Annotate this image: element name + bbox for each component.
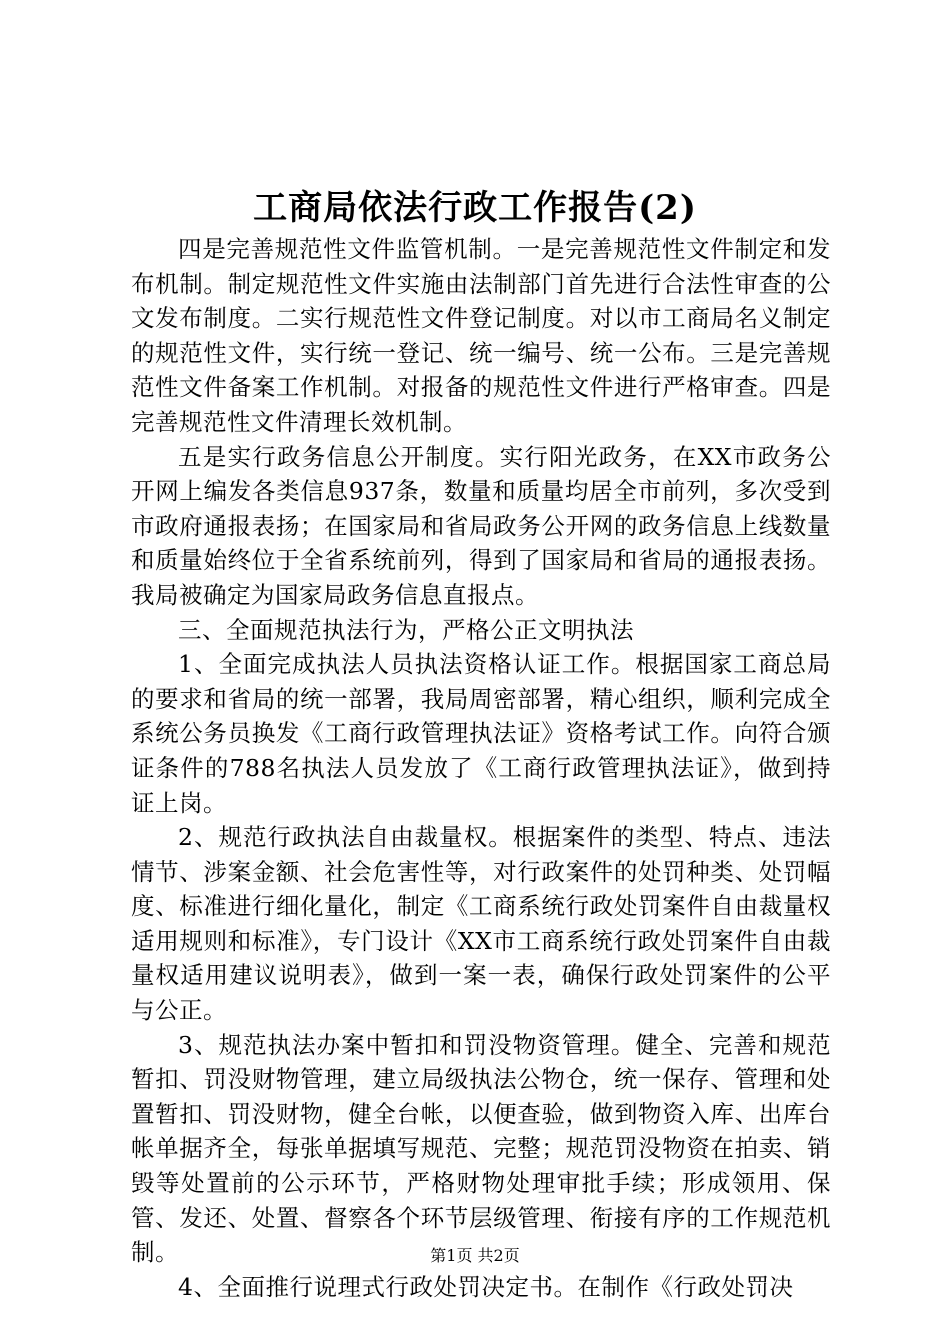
page-title: 工商局依法行政工作报告(2) (253, 188, 697, 228)
document-body (131, 232, 831, 1304)
paragraph: 四是完善规范性文件监管机制。一是完善规范性文件制定和发布机制。制定规范性文件实施由法制部门首先进行合法性审查的公文发布制度。二实行规范性文件登记制度。对以市工商局名义制定的规范性文件，实行统一登记、统一编号、统一公布。三是完善规范性文件备案工作机制。对报备的规范性文件进行严格审查。四是完善规范性文件清理长效机制。 (131, 235, 831, 436)
page-number-footer: 第1页 共2页 (430, 1246, 520, 1265)
paragraph: 4、全面推行说理式行政处罚决定书。在制作《行政处罚决 (178, 1272, 794, 1301)
paragraph: 2、规范行政执法自由裁量权。根据案件的类型、特点、违法情节、涉案金额、社会危害性等，对行政案件的处罚种类、处罚幅度、标准进行细化量化，制定《工商系统行政处罚案件自由裁量权适用规则和标准》，专门设计《XX市工商系统行政处罚案件自由裁量权适用建议说明表》，做到一案一表，确保行政处罚案件的公平与公正。 (131, 823, 831, 1025)
paragraph: 3、规范执法办案中暂扣和罚没物资管理。健全、完善和规范暂扣、罚没财物管理，建立局级执法公物仓，统一保存、管理和处置暂扣、罚没财物，健全台帐，以便查验，做到物资入库、出库台帐单据齐全，每张单据填写规范、完整；规范罚没物资在拍卖、销毁等处置前的公示环节，严格财物处理审批手续；形成领用、保管、发还、处置、督察各个环节层级管理、衔接有序的工作规范机制。 (131, 1030, 831, 1267)
paragraph: 五是实行政务信息公开制度。实行阳光政务，在XX市政务公开网上编发各类信息937条，数量和质量均居全市前列，多次受到市政府通报表扬；在国家局和省局政务公开网的政务信息上线数量和质量始终位于全省系统前列，得到了国家局和省局的通报表扬。我局被确定为国家局政务信息直报点。 (131, 442, 831, 609)
paragraph: 1、全面完成执法人员执法资格认证工作。根据国家工商总局的要求和省局的统一部署，我局周密部署，精心组织，顺利完成全系统公务员换发《工商行政管理执法证》资格考试工作。向符合颁证条件的788名执法人员发放了《工商行政管理执法证》，做到持证上岗。 (131, 650, 831, 817)
section-heading: 三、全面规范执法行为，严格公正文明执法 (178, 615, 634, 644)
